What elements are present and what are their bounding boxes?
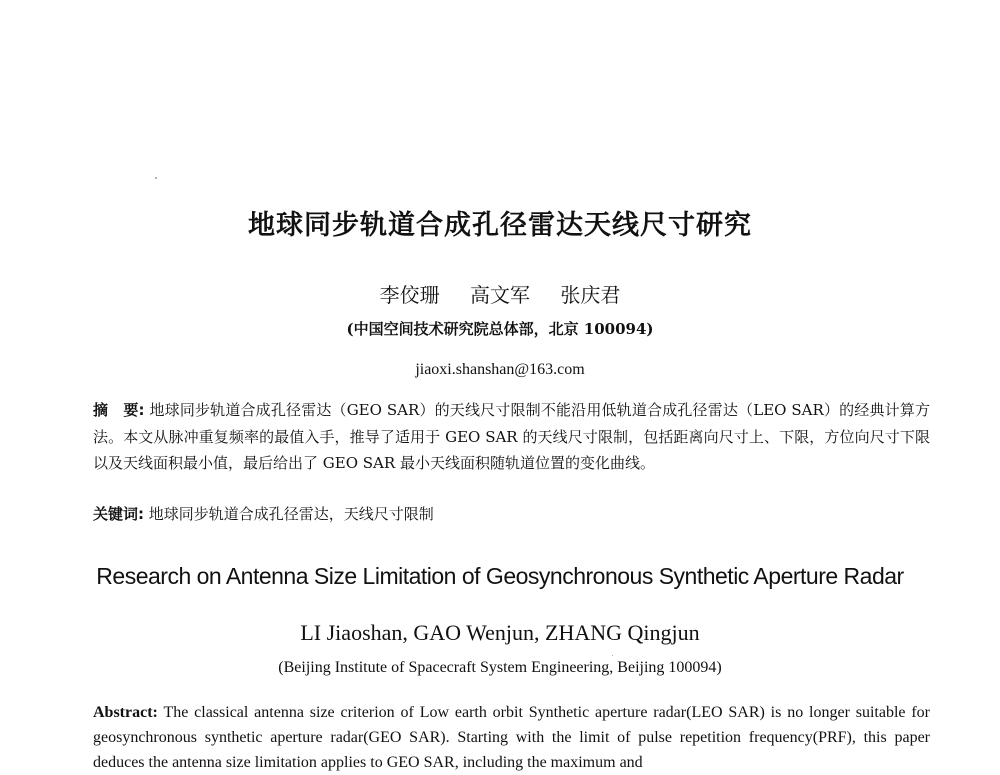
affiliation-cn: (中国空间技术研究院总体部，北京 100094) [346,320,654,338]
author-email: jiaoxi.shanshan@163.com [415,361,585,378]
abstract-cn-label: 摘 要: [93,401,145,419]
keywords-cn-label: 关键词: [93,505,144,523]
author-cn: 高文军 [470,283,530,307]
abstract-en [93,700,930,775]
author-cn: 张庆君 [560,283,621,307]
author-cn: 李佼珊 [379,283,440,307]
authors-en: LI Jiaoshan, GAO Wenjun, ZHANG Qingjun [300,620,700,645]
abstract-en-text: The classical antenna size criterion of Low earth orbit Synthetic aperture radar(LEO SAR) is no longer suitable for geosynchronous synthetic aperture radar(GEO SAR). Starting with the limit of pulse repetition frequency(PRF), this paper deduces the antenna size limitation applies to GEO SAR, including the maximum and [93,704,931,771]
paper-title-en: Research on Antenna Size Limitation of Geosynchronous Synthetic Aperture Radar [96,563,904,589]
abstract-cn [93,397,930,477]
keywords-cn-text: 地球同步轨道合成孔径雷达，天线尺寸限制 [148,505,434,523]
keywords-cn [93,503,930,525]
paper-title-cn: 地球同步轨道合成孔径雷达天线尺寸研究 [248,210,752,241]
authors-cn [0,279,1000,308]
abstract-en-label: Abstract: [93,704,158,721]
scan-speck [612,655,613,656]
scan-speck [155,177,157,179]
affiliation-en: (Beijing Institute of Spacecraft System Engineering, Beijing 100094) [278,659,722,676]
abstract-cn-text: 地球同步轨道合成孔径雷达（GEO SAR）的天线尺寸限制不能沿用低轨道合成孔径雷达（LEO SAR）的经典计算方法。本文从脉冲重复频率的最值入手，推导了适用于 GEO SAR 的天线尺寸限制，包括距离向尺寸上、下限，方位向尺寸下限以及天线面积最小值，最后给出了 GEO SAR 最小天线面积随轨道位置的变化曲线。 [93,401,930,472]
